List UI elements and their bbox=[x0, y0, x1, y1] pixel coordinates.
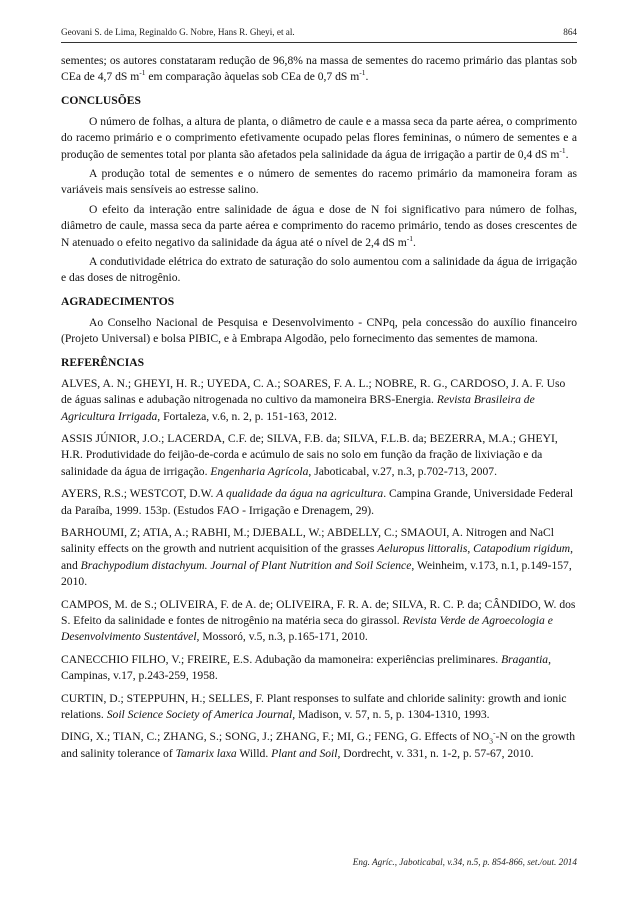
section-heading-referencias: REFERÊNCIAS bbox=[61, 355, 145, 369]
conclusion-paragraph: O número de folhas, a altura de planta, o diâmetro de caule e a massa seca da parte aérea, o comprimento do racemo primário e o comprimento efetivamente ocupado pelas flores femininas, o número de sementes e a produção de sementes total por planta são afetados pela salinidade da água de irrigação a partir de 0,4 dS $m^{-1}$. bbox=[61, 114, 577, 161]
running-head-authors: Geovani S. de Lima, Reginaldo G. Nobre, Hans R. Gheyi, et al. bbox=[61, 27, 295, 37]
reference-entry: ASSIS JÚNIOR, J.O.; LACERDA, C.F. de; SILVA, F.B. da; SILVA, F.L.B. da; BEZERRA, M.A.; GHEYI, H.R. Produtividade do feijão-de-corda e acúmulo de sais no solo em função da fração de lixiviação e da salinidade da água de irrigação. Engenharia Agrícola, Jaboticabal, v.27, n.3, p.702-713, 2007. bbox=[61, 431, 558, 478]
reference-entry: DING, X.; TIAN, C.; ZHANG, S.; SONG, J.; ZHANG, F.; MI, G.; FENG, G. Effects of $NO_3^--N$ on the growth and salinity tolerance of Tamarix laxa Willd. Plant and Soil, Dordrecht, v. 331, n. 1-2, p. 57-67, 2010. bbox=[61, 728, 576, 760]
intro-paragraph: sementes; os autores constataram redução de 96,8% na massa de sementes do racemo primário das plantas sob CEa de 4,7 dS $m^{-1}$ em comparação àquelas sob CEa de 0,7 dS $m^{-1}$. bbox=[61, 54, 577, 84]
reference-entry: ALVES, A. N.; GHEYI, H. R.; UYEDA, C. A.; SOARES, F. A. L.; NOBRE, R. G., CARDOSO, J. A. F. Uso de águas salinas e adubação nitrogenada no cultivo da mamoneira BRS-Energia. Revista Brasileira de Agricultura Irrigada, Fortaleza, v.6, n. 2, p. 151-163, 2012. bbox=[61, 376, 566, 423]
acknowledgement-paragraph: Ao Conselho Nacional de Pesquisa e Desenvolvimento - CNPq, pela concessão do auxílio financeiro (Projeto Universal) e bolsa PIBIC, e à Embrapa Algodão, pelo fornecimento das sementes de mamona. bbox=[61, 315, 577, 346]
reference-entry: CURTIN, D.; STEPPUHN, H.; SELLES, F. Plant responses to sulfate and chloride salinity: growth and ionic relations. Soil Science Society of America Journal, Madison, v. 57, n. 5, p. 1304-1310, 1993. bbox=[61, 691, 567, 721]
conclusion-paragraph: O efeito da interação entre salinidade de água e dose de N foi significativo para número de folhas, diâmetro de caule, massa seca da parte aérea e comprimento do racemo primário, tendo as doses crescentes de N atenuado o efeito negativo da salinidade da água até o nível de 2,4 dS $m^{-1}$. bbox=[61, 202, 577, 249]
reference-entry: CAMPOS, M. de S.; OLIVEIRA, F. de A. de; OLIVEIRA, F. R. A. de; SILVA, R. C. P. da; CÂNDIDO, W. dos S. Efeito da salinidade e fontes de nitrogênio na matéria seca do girassol. Revista Verde de Agroecologia e Desenvolvimento Sustentável, Mossoró, v.5, n.3, p.165-171, 2010. bbox=[61, 597, 576, 644]
page-number: 864 bbox=[563, 27, 577, 37]
conclusoes-section bbox=[61, 94, 577, 287]
page-header bbox=[61, 26, 577, 38]
reference-entry: BARHOUMI, Z; ATIA, A.; RABHI, M.; DJEBALL, W.; ABDELLY, C.; SMAOUI, A. Nitrogen and NaCl salinity effects on the growth and nutrient acquisition of the grasses Aeluropus littoralis, Catapodium rigidum, and Brachypodium distachyum. Journal of Plant Nutrition and Soil Science, Weinheim, v.173, n.1, p.149-157, 2010. bbox=[61, 525, 574, 589]
reference-entry: CANECCHIO FILHO, V.; FREIRE, E.S. Adubação da mamoneira: experiências preliminares. Bragantia, Campinas, v.17, p.243-259, 1958. bbox=[61, 652, 551, 683]
conclusion-paragraph: A produção total de sementes e o número de sementes do racemo primário da mamoneira foram as variáveis mais sensíveis ao estresse salino. bbox=[61, 167, 577, 197]
section-heading-conclusoes: CONCLUSÕES bbox=[61, 93, 141, 107]
section-heading-agradecimentos: AGRADECIMENTOS bbox=[61, 294, 175, 308]
header-rule bbox=[61, 42, 577, 43]
journal-citation-footer: Eng. Agríc., Jaboticabal, v.34, n.5, p. 854-866, set./out. 2014 bbox=[352, 857, 577, 867]
reference-entry: AYERS, R.S.; WESTCOT, D.W. A qualidade da água na agricultura. Campina Grande, Universidade Federal da Paraíba, 1999. 153p. (Estudos FAO - Irrigação e Drenagem, 29). bbox=[61, 487, 574, 517]
agradecimentos-section bbox=[61, 295, 577, 348]
conclusion-paragraph: A condutividade elétrica do extrato de saturação do solo aumentou com a salinidade da água de irrigação e das doses de nitrogênio. bbox=[61, 255, 577, 285]
page-body bbox=[61, 53, 577, 768]
referencias-section bbox=[61, 356, 577, 763]
